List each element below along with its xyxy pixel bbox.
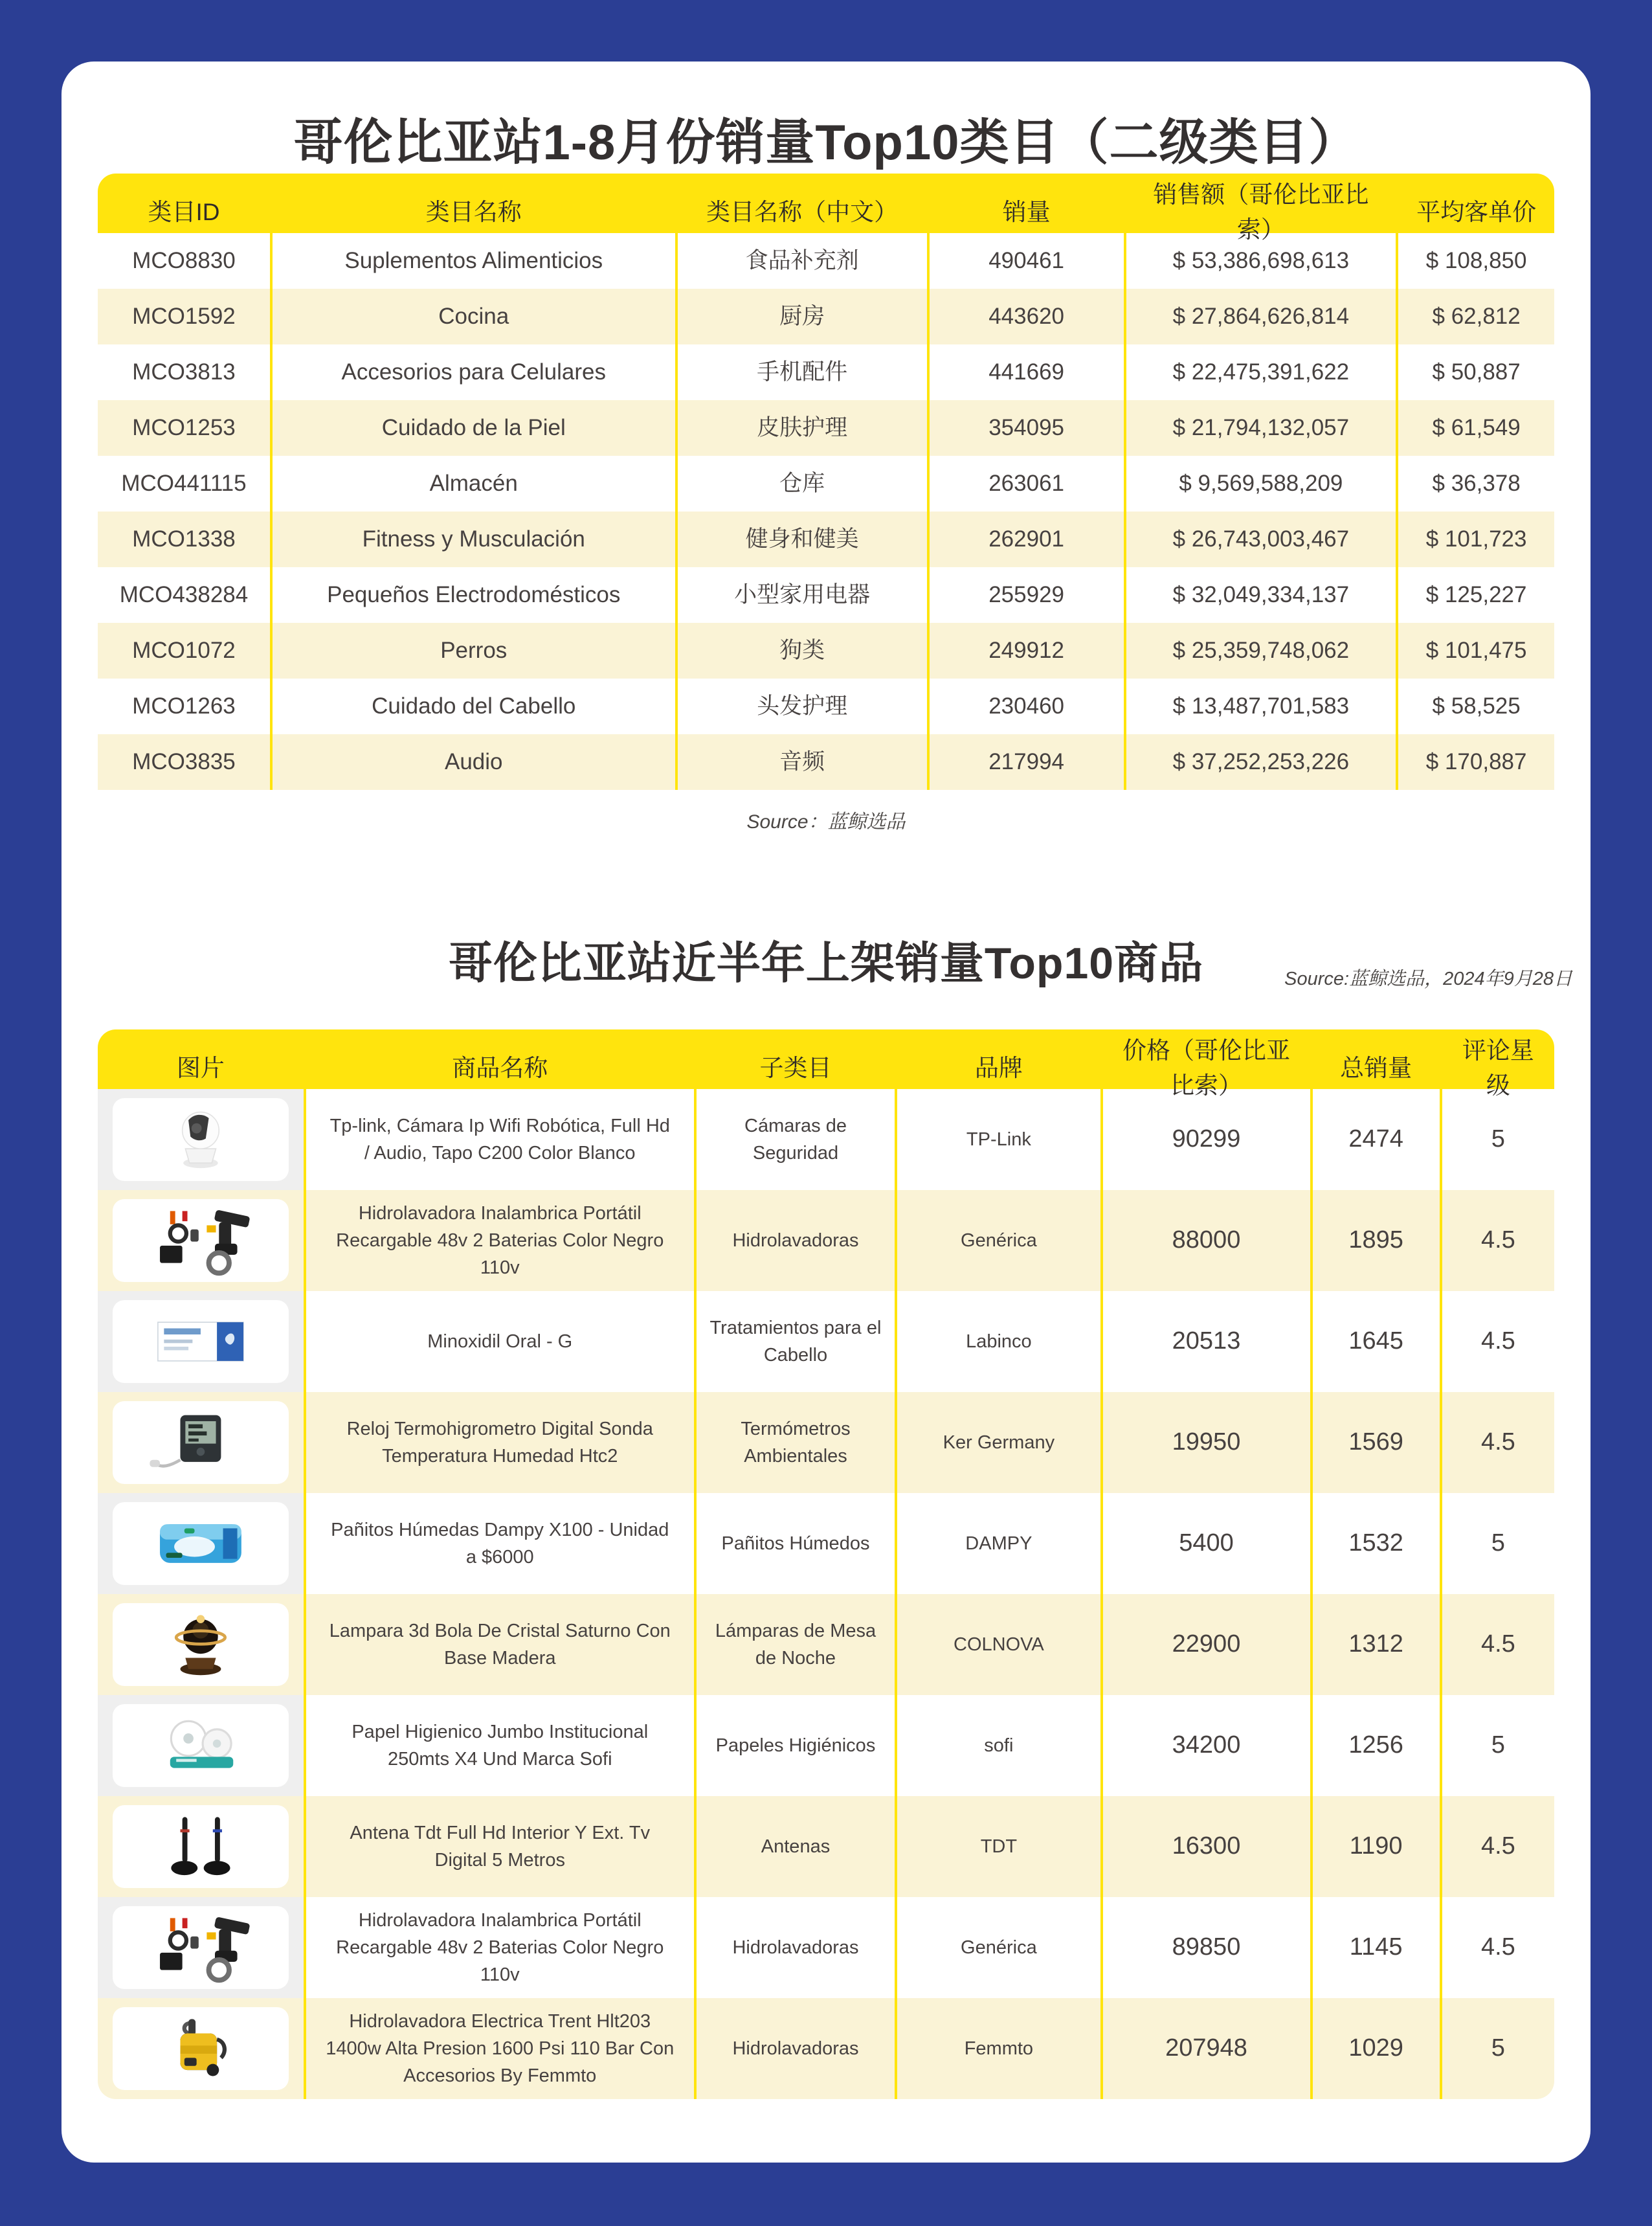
products-table-header [98, 1029, 1554, 1099]
revenue-value: $ 26,743,003,467 [1126, 512, 1399, 567]
category-name-cn-value: 手机配件 [678, 344, 930, 400]
revenue-value: $ 9,569,588,209 [1126, 456, 1399, 512]
revenue-value: $ 37,252,253,226 [1126, 734, 1399, 790]
price-value: 16300 [1103, 1796, 1313, 1897]
header-category-id: 类目ID [98, 174, 273, 251]
total-sales-value: 1312 [1313, 1594, 1442, 1695]
product-name-value: Hidrolavadora Inalambrica Portátil Recargable 48v 2 Baterias Color Negro 110v [306, 1190, 697, 1291]
product-name-value: Hidrolavadora Electrica Trent Hlt203 1400w Alta Presion 1600 Psi 110 Bar Con Accesorios By Femmto [306, 1998, 697, 2099]
revenue-value: $ 22,475,391,622 [1126, 344, 1399, 400]
subcategory-value: Hidrolavadoras [697, 1897, 898, 1998]
sales-volume-value: 217994 [930, 734, 1126, 790]
section2-title-block [61, 928, 1591, 993]
brand-value: sofi [897, 1695, 1102, 1796]
subcategory-value: Tratamientos para el Cabello [697, 1291, 898, 1392]
subcategory-value: Cámaras de Seguridad [697, 1089, 898, 1190]
category-row [98, 344, 1554, 400]
category-id-value: MCO1253 [98, 400, 273, 456]
product-row [98, 1796, 1554, 1897]
products-table-body [98, 1089, 1554, 2099]
total-sales-value: 1256 [1313, 1695, 1442, 1796]
product-thumbnail [113, 1603, 289, 1686]
product-thumbnail [113, 1704, 289, 1787]
header-subcategory: 子类目 [697, 1029, 898, 1107]
product-image-cell [98, 1089, 306, 1190]
rating-value: 4.5 [1480, 1226, 1515, 1254]
product-thumbnail [113, 1906, 289, 1989]
category-id-value: MCO1592 [98, 289, 273, 344]
rating-value: 4.5 [1480, 1327, 1515, 1355]
rating-value: 4.5 [1480, 1630, 1515, 1658]
rating-value: 5 [1491, 1731, 1505, 1759]
product-thumbnail [113, 1805, 289, 1888]
rating-value: 4.5 [1480, 1428, 1515, 1456]
category-name-cn-value: 健身和健美 [678, 512, 930, 567]
header-product-name: 商品名称 [306, 1029, 697, 1107]
price-value: 19950 [1103, 1392, 1313, 1493]
category-name-value: Fitness y Musculación [273, 512, 678, 567]
avg-order-value: $ 170,887 [1425, 748, 1527, 774]
header-total-sales: 总销量 [1313, 1029, 1442, 1107]
report-card [61, 62, 1591, 2163]
subcategory-value: Antenas [697, 1796, 898, 1897]
product-image-cell [98, 1695, 306, 1796]
rating-value: 5 [1491, 1529, 1505, 1557]
product-thumbnail [113, 1300, 289, 1383]
category-id-value: MCO8830 [98, 233, 273, 289]
price-value: 89850 [1103, 1897, 1313, 1998]
avg-order-value: $ 36,378 [1432, 470, 1521, 496]
product-name-value: Papel Higienico Jumbo Institucional 250mts X4 Und Marca Sofi [306, 1695, 697, 1796]
category-name-value: Accesorios para Celulares [273, 344, 678, 400]
product-image-cell [98, 1796, 306, 1897]
category-name-value: Suplementos Alimenticios [273, 233, 678, 289]
avg-order-value: $ 58,525 [1432, 693, 1521, 719]
category-row [98, 289, 1554, 344]
category-id-value: MCO3835 [98, 734, 273, 790]
category-id-value: MCO438284 [98, 567, 273, 623]
product-image-cell [98, 1594, 306, 1695]
brand-value: Ker Germany [897, 1392, 1102, 1493]
product-row [98, 1291, 1554, 1392]
rating-value: 5 [1491, 1125, 1505, 1153]
total-sales-value: 1029 [1313, 1998, 1442, 2099]
brand-value: Genérica [897, 1897, 1102, 1998]
products-table [98, 1029, 1554, 2099]
product-row [98, 1190, 1554, 1291]
price-value: 22900 [1103, 1594, 1313, 1695]
subcategory-value: Pañitos Húmedos [697, 1493, 898, 1594]
avg-order-value: $ 101,723 [1425, 526, 1527, 552]
subcategory-value: Lámparas de Mesa de Noche [697, 1594, 898, 1695]
category-name-value: Cuidado de la Piel [273, 400, 678, 456]
subcategory-value: Termómetros Ambientales [697, 1392, 898, 1493]
category-name-cn-value: 食品补充剂 [678, 233, 930, 289]
category-row [98, 512, 1554, 567]
category-name-cn-value: 仓库 [678, 456, 930, 512]
header-rating: 评论星级 [1462, 1037, 1534, 1099]
product-image-cell [98, 1897, 306, 1998]
category-name-cn-value: 头发护理 [678, 679, 930, 734]
rating-value: 4.5 [1480, 1832, 1515, 1860]
brand-value: Labinco [897, 1291, 1102, 1392]
category-row [98, 567, 1554, 623]
rating-value: 5 [1491, 2034, 1505, 2062]
total-sales-value: 1190 [1313, 1796, 1442, 1897]
sales-volume-value: 255929 [930, 567, 1126, 623]
price-value: 207948 [1103, 1998, 1313, 2099]
product-row [98, 1089, 1554, 1190]
category-name-value: Perros [273, 623, 678, 679]
product-image-cell [98, 1190, 306, 1291]
total-sales-value: 1569 [1313, 1392, 1442, 1493]
revenue-value: $ 27,864,626,814 [1126, 289, 1399, 344]
product-name-value: Tp-link, Cámara Ip Wifi Robótica, Full Hd / Audio, Tapo C200 Color Blanco [306, 1089, 697, 1190]
brand-value: COLNOVA [897, 1594, 1102, 1695]
product-name-value: Hidrolavadora Inalambrica Portátil Recargable 48v 2 Baterias Color Negro 110v [306, 1897, 697, 1998]
sales-volume-value: 263061 [930, 456, 1126, 512]
category-row [98, 679, 1554, 734]
product-image-cell [98, 1392, 306, 1493]
total-sales-value: 1532 [1313, 1493, 1442, 1594]
product-name-value: Pañitos Húmedas Dampy X100 - Unidad a $6000 [306, 1493, 697, 1594]
product-row [98, 1897, 1554, 1998]
section1-title: 哥伦比亚站1-8月份销量Top10类目（二级类目） [293, 115, 1359, 170]
product-thumbnail [113, 1401, 289, 1484]
category-name-value: Audio [273, 734, 678, 790]
price-value: 90299 [1103, 1089, 1313, 1190]
product-image-cell [98, 1493, 306, 1594]
categories-table [98, 174, 1554, 790]
category-id-value: MCO441115 [98, 456, 273, 512]
sales-volume-value: 490461 [930, 233, 1126, 289]
price-value: 5400 [1103, 1493, 1313, 1594]
price-value: 20513 [1103, 1291, 1313, 1392]
brand-value: Femmto [897, 1998, 1102, 2099]
section1-source: Source：蓝鲸选品 [746, 811, 906, 833]
categories-table-header [98, 174, 1554, 243]
brand-value: TDT [897, 1796, 1102, 1897]
revenue-value: $ 53,386,698,613 [1126, 233, 1399, 289]
avg-order-value: $ 125,227 [1425, 581, 1527, 607]
revenue-value: $ 21,794,132,057 [1126, 400, 1399, 456]
product-row [98, 1594, 1554, 1695]
revenue-value: $ 13,487,701,583 [1126, 679, 1399, 734]
total-sales-value: 2474 [1313, 1089, 1442, 1190]
category-id-value: MCO3813 [98, 344, 273, 400]
category-id-value: MCO1338 [98, 512, 273, 567]
price-value: 88000 [1103, 1190, 1313, 1291]
rating-value: 4.5 [1480, 1933, 1515, 1961]
brand-value: DAMPY [897, 1493, 1102, 1594]
revenue-value: $ 32,049,334,137 [1126, 567, 1399, 623]
price-value: 34200 [1103, 1695, 1313, 1796]
category-name-value: Almacén [273, 456, 678, 512]
sales-volume-value: 441669 [930, 344, 1126, 400]
sales-volume-value: 262901 [930, 512, 1126, 567]
product-name-value: Antena Tdt Full Hd Interior Y Ext. Tv Digital 5 Metros [306, 1796, 697, 1897]
category-row [98, 623, 1554, 679]
section2-title: 哥伦比亚站近半年上架销量Top10商品 [448, 939, 1204, 988]
avg-order-value: $ 61,549 [1432, 414, 1521, 440]
product-row [98, 1998, 1554, 2099]
product-image-cell [98, 1998, 306, 2099]
product-name-value: Lampara 3d Bola De Cristal Saturno Con Base Madera [306, 1594, 697, 1695]
category-name-cn-value: 皮肤护理 [678, 400, 930, 456]
product-row [98, 1493, 1554, 1594]
total-sales-value: 1895 [1313, 1190, 1442, 1291]
subcategory-value: Hidrolavadoras [697, 1190, 898, 1291]
category-name-cn-value: 狗类 [678, 623, 930, 679]
avg-order-value: $ 108,850 [1425, 247, 1527, 273]
sales-volume-value: 249912 [930, 623, 1126, 679]
header-product-image: 图片 [98, 1029, 306, 1107]
sales-volume-value: 354095 [930, 400, 1126, 456]
categories-table-body [98, 233, 1554, 790]
header-category-name: 类目名称 [273, 174, 678, 251]
product-row [98, 1392, 1554, 1493]
category-name-cn-value: 厨房 [678, 289, 930, 344]
category-row [98, 734, 1554, 790]
product-thumbnail [113, 1502, 289, 1585]
total-sales-value: 1145 [1313, 1897, 1442, 1998]
product-name-value: Minoxidil Oral - G [306, 1291, 697, 1392]
header-category-name-cn: 类目名称（中文） [678, 174, 930, 251]
subcategory-value: Hidrolavadoras [697, 1998, 898, 2099]
header-brand: 品牌 [897, 1029, 1102, 1107]
category-name-cn-value: 音频 [678, 734, 930, 790]
header-avg-order-value: 平均客单价 [1416, 198, 1537, 225]
category-name-cn-value: 小型家用电器 [678, 567, 930, 623]
category-row [98, 233, 1554, 289]
product-thumbnail [113, 1199, 289, 1282]
category-id-value: MCO1072 [98, 623, 273, 679]
product-name-value: Reloj Termohigrometro Digital Sonda Temperatura Humedad Htc2 [306, 1392, 697, 1493]
category-name-value: Pequeños Electrodomésticos [273, 567, 678, 623]
subcategory-value: Papeles Higiénicos [697, 1695, 898, 1796]
header-sales-volume: 销量 [930, 174, 1126, 251]
category-row [98, 456, 1554, 512]
category-name-value: Cocina [273, 289, 678, 344]
product-row [98, 1695, 1554, 1796]
avg-order-value: $ 62,812 [1432, 303, 1521, 329]
header-price: 价格（哥伦比亚比索） [1103, 1029, 1313, 1107]
header-revenue: 销售额（哥伦比亚比索） [1126, 174, 1399, 251]
brand-value: TP-Link [897, 1089, 1102, 1190]
revenue-value: $ 25,359,748,062 [1126, 623, 1399, 679]
sales-volume-value: 230460 [930, 679, 1126, 734]
product-thumbnail [113, 2007, 289, 2090]
total-sales-value: 1645 [1313, 1291, 1442, 1392]
category-row [98, 400, 1554, 456]
avg-order-value: $ 50,887 [1432, 359, 1521, 385]
category-id-value: MCO1263 [98, 679, 273, 734]
sales-volume-value: 443620 [930, 289, 1126, 344]
avg-order-value: $ 101,475 [1425, 637, 1527, 663]
product-thumbnail [113, 1098, 289, 1181]
section2-source: Source:蓝鲸选品，2024年9月28日 [1284, 969, 1572, 989]
product-image-cell [98, 1291, 306, 1392]
brand-value: Genérica [897, 1190, 1102, 1291]
category-name-value: Cuidado del Cabello [273, 679, 678, 734]
